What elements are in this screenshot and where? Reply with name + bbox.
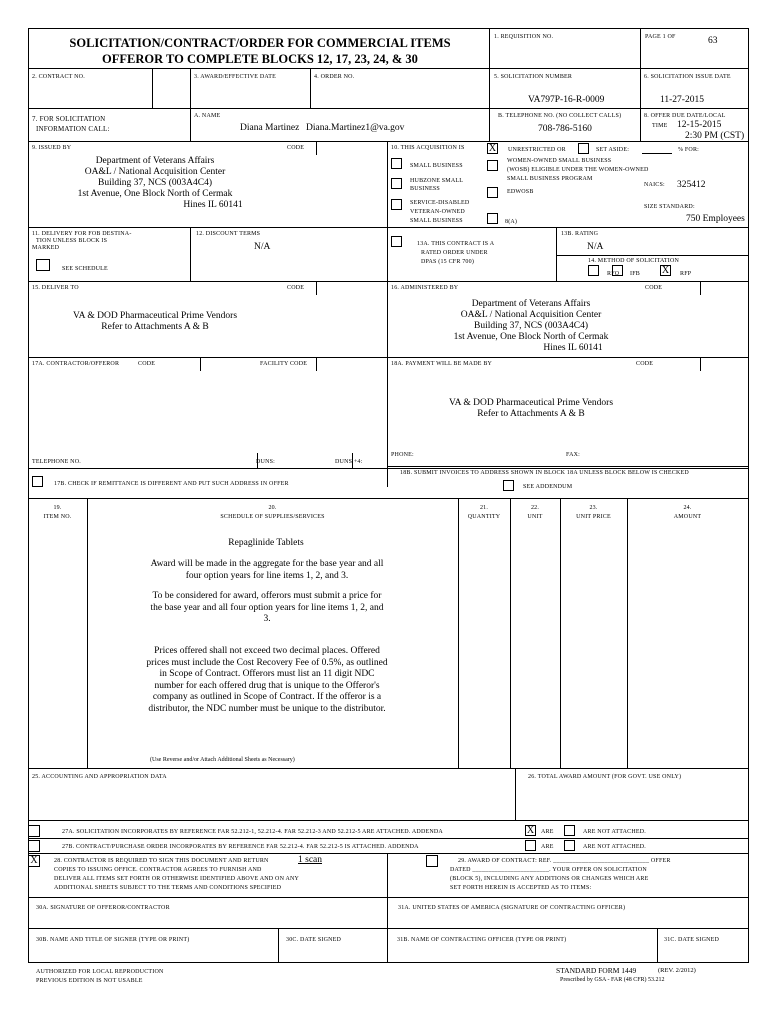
- col-schedule-label: SCHEDULE OF SUPPLIES/SERVICES: [220, 514, 325, 520]
- col-quantity-label: QUANTITY: [467, 514, 501, 520]
- address-line: Building 37, NCS (003A4C4): [473, 321, 588, 331]
- row27a-are-not-checkbox[interactable]: [564, 825, 575, 836]
- signer-name-label: 30B. NAME AND TITLE OF SIGNER (TYPE OR PRINT): [36, 937, 190, 943]
- unrestricted-label: UNRESTRICTED OR: [508, 147, 566, 153]
- order-no-label: 4. ORDER NO.: [314, 74, 355, 80]
- award-paragraph: Award will be made in the aggregate for the base year and all four option years for line items 1, 2, and 3.: [150, 559, 384, 581]
- payment-label: 18A. PAYMENT WILL BE MADE BY: [391, 361, 493, 367]
- wosb-label: WOMEN-OWNED SMALL BUSINESS: [507, 158, 612, 164]
- size-standard-label: SIZE STANDARD:: [644, 204, 695, 210]
- see-schedule-checkbox[interactable]: [36, 259, 50, 271]
- see-schedule-label: SEE SCHEDULE: [62, 266, 108, 272]
- row29-label-3: (BLOCK 5), INCLUDING ANY ADDITIONS OR CHANGES WHICH ARE: [450, 876, 649, 882]
- hubzone-label: HUBZONE SMALL: [410, 178, 464, 184]
- row27b-label: 27B. CONTRACT/PURCHASE ORDER INCORPORATES BY REFERENCE FAR 52.212-4. FAR 52.212-5 IS ATTACHED. ADDENDA: [62, 844, 419, 850]
- fob-label-2: TION UNLESS BLOCK IS: [36, 238, 108, 244]
- address-line: Hines IL 60141: [183, 200, 243, 210]
- row29-label-2: DATED ________________________. YOUR OFFER ON SOLICITATION: [450, 867, 647, 873]
- payment-code-label: CODE: [636, 361, 654, 367]
- solicitation-no-label: 5. SOLICITATION NUMBER: [494, 74, 573, 80]
- small-business-label: SMALL BUSINESS: [410, 163, 463, 169]
- form-title: SOLICITATION/CONTRACT/ORDER FOR COMMERCIAL ITEMS: [69, 36, 451, 50]
- requisition-label: 1. REQUISITION NO.: [494, 34, 554, 40]
- telephone-label: TELEPHONE NO.: [32, 459, 81, 465]
- method-label: 14. METHOD OF SOLICITATION: [588, 258, 680, 264]
- contact-email: Diana.Martinez1@va.gov: [306, 123, 405, 133]
- row27b-are-not: ARE NOT ATTACHED.: [583, 844, 646, 850]
- issued-by-code-label: CODE: [287, 145, 305, 151]
- edwosb-label: EDWOSB: [507, 189, 534, 195]
- col-item-no-label: ITEM NO.: [43, 514, 72, 520]
- address-line: Department of Veterans Affairs: [471, 299, 591, 309]
- admin-code-label: CODE: [645, 285, 663, 291]
- hubzone-checkbox[interactable]: [391, 178, 402, 189]
- sdvosb-label: SERVICE-DISABLED: [410, 200, 470, 206]
- row28-label-4: ADDITIONAL SHEETS SUBJECT TO THE TERMS AND CONDITIONS SPECIFIED: [54, 885, 282, 891]
- row27b-checkbox[interactable]: [28, 840, 40, 852]
- rating-value: N/A: [587, 242, 604, 252]
- col-amount-label: AMOUNT: [673, 514, 702, 520]
- col-unit-price-label: UNIT PRICE: [576, 514, 611, 520]
- payment-line: VA & DOD Pharmaceutical Prime Vendors: [448, 398, 614, 408]
- sdvosb-checkbox[interactable]: [391, 199, 402, 210]
- row28-label-2: COPIES TO ISSUING OFFICE. CONTRACTOR AGREES TO FURNISH AND: [54, 867, 262, 873]
- rfq-checkbox[interactable]: [588, 265, 599, 276]
- sdvosb-label-3: SMALL BUSINESS: [410, 218, 463, 224]
- col-unit: 22.: [530, 505, 540, 511]
- issued-by-label: 9. ISSUED BY: [32, 145, 72, 151]
- duns-label: DUNS:: [256, 459, 276, 465]
- see-addendum-checkbox[interactable]: [503, 480, 514, 491]
- signer-date-label: 30C. DATE SIGNED: [286, 937, 342, 943]
- rfq-label: RFQ: [607, 271, 620, 277]
- col-quantity: 21.: [479, 505, 489, 511]
- phone-label: B. TELEPHONE NO. (NO COLLECT CALLS): [498, 113, 622, 119]
- officer-date-label: 31C. DATE SIGNED: [664, 937, 720, 943]
- col-item-no: 19.: [53, 505, 62, 511]
- contractor-code-label: CODE: [138, 361, 156, 367]
- total-award-label: 26. TOTAL AWARD AMOUNT (FOR GOVT. USE ONLY): [528, 774, 682, 780]
- contact-name: Diana Martinez: [240, 123, 300, 133]
- set-aside-label: SET ASIDE:: [596, 147, 630, 153]
- standard-form-rev: (REV. 2/2012): [658, 967, 696, 974]
- authorized-note: AUTHORIZED FOR LOCAL REPRODUCTION: [36, 969, 164, 975]
- 8a-checkbox[interactable]: [487, 213, 498, 224]
- unrestricted-checkbox[interactable]: X: [488, 143, 497, 154]
- signature-offeror-label: 30A. SIGNATURE OF OFFEROR/CONTRACTOR: [36, 905, 170, 911]
- remittance-checkbox[interactable]: [32, 476, 43, 487]
- row27a-are: ARE: [541, 829, 554, 835]
- due-date-label: 8. OFFER DUE DATE/LOCAL: [644, 113, 726, 119]
- issue-date: 11-27-2015: [660, 95, 704, 105]
- info-call-label-2: INFORMATION CALL:: [36, 125, 110, 133]
- row29-label: 29. AWARD OF CONTRACT: REF. ______________________________ OFFER: [458, 858, 671, 864]
- reverse-note: (Use Reverse and/or Attach Additional Sheets as Necessary): [150, 757, 295, 763]
- award-date-label: 3. AWARD/EFFECTIVE DATE: [194, 74, 276, 80]
- rfp-checkbox[interactable]: X: [661, 265, 670, 276]
- edwosb-checkbox[interactable]: [487, 187, 498, 198]
- ifb-checkbox[interactable]: [612, 265, 623, 276]
- due-time-label: TIME: [652, 123, 668, 129]
- accounting-label: 25. ACCOUNTING AND APPROPRIATION DATA: [32, 774, 167, 780]
- page-label: PAGE 1 OF: [645, 34, 676, 40]
- standard-form-label: STANDARD FORM 1449: [556, 966, 637, 975]
- hubzone-label-2: BUSINESS: [410, 186, 440, 192]
- due-time: 2:30 PM (CST): [685, 131, 745, 141]
- payment-line: Refer to Attachments A & B: [477, 409, 585, 419]
- fob-label: 11. DELIVERY FOR FOB DESTINA-: [32, 231, 132, 237]
- solicitation-number: VA797P-16-R-0009: [528, 95, 605, 105]
- wosb-label-2: (WOSB) ELIGIBLE UNDER THE WOMEN-OWNED: [507, 167, 649, 173]
- contractor-label: 17A. CONTRACTOR/OFFEROR: [32, 361, 120, 367]
- address-line: Building 37, NCS (003A4C4): [97, 178, 212, 188]
- page-total: 63: [708, 36, 718, 46]
- row28-label: 28. CONTRACTOR IS REQUIRED TO SIGN THIS DOCUMENT AND RETURN: [54, 858, 269, 864]
- name-label: A. NAME: [194, 113, 221, 119]
- previous-edition-note: PREVIOUS EDITION IS NOT USABLE: [36, 978, 143, 984]
- row27a-label: 27A. SOLICITATION INCORPORATES BY REFERENCE FAR 52.212-1, 52.212-4. FAR 52.212-3 AND 52.212-5 ARE ATTACHED. ADDENDA: [62, 829, 443, 835]
- wosb-label-3: SMALL BUSINESS PROGRAM: [507, 176, 593, 182]
- see-addendum-label: SEE ADDENDUM: [523, 484, 573, 490]
- row27b-are: ARE: [541, 844, 554, 850]
- naics-code: 325412: [677, 180, 706, 190]
- small-business-checkbox[interactable]: [391, 158, 402, 169]
- due-date: 12-15-2015: [677, 120, 722, 130]
- row27b-are-not-checkbox[interactable]: [564, 840, 575, 851]
- issue-date-label: 6. SOLICITATION ISSUE DATE: [644, 74, 731, 80]
- ifb-label: IFB: [630, 271, 640, 277]
- item-title: Repaglinide Tablets: [228, 538, 304, 548]
- row28-label-3: DELIVER ALL ITEMS SET FORTH OR OTHERWISE IDENTIFIED ABOVE AND ON ANY: [54, 876, 300, 882]
- wosb-checkbox[interactable]: [487, 160, 498, 171]
- size-standard: 750 Employees: [686, 214, 745, 224]
- phone-label: PHONE:: [391, 452, 414, 458]
- duns4-label: DUNS +4:: [335, 459, 363, 465]
- rated-label: 13A. THIS CONTRACT IS A: [417, 241, 495, 247]
- rated-label-2: RATED ORDER UNDER: [421, 250, 488, 256]
- form-subtitle: OFFEROR TO COMPLETE BLOCKS 12, 17, 23, 24, & 30: [102, 52, 418, 66]
- address-line: Department of Veterans Affairs: [95, 156, 215, 166]
- officer-name-label: 31B. NAME OF CONTRACTING OFFICER (TYPE OR PRINT): [397, 937, 567, 943]
- naics-label: NAICS:: [644, 182, 665, 188]
- deliver-to-label: 15. DELIVER TO: [32, 285, 79, 291]
- row29-checkbox[interactable]: [426, 855, 438, 867]
- row27a-are-checkbox[interactable]: X: [526, 825, 535, 836]
- row29-label-4: SET FORTH HEREIN IS ACCEPTED AS TO ITEMS:: [450, 885, 592, 891]
- pricing-paragraph: To be considered for award, offerors must submit a price for the base year and all four option years for line items 1, 2, and 3.: [150, 591, 384, 624]
- prescribed-note: Prescribed by GSA - FAR (48 CFR) 53.212: [560, 977, 665, 983]
- fob-label-3: MARKED: [32, 245, 60, 251]
- rfp-label: RFP: [680, 271, 692, 277]
- info-call-label: 7. FOR SOLICITATION: [32, 115, 106, 123]
- rated-order-checkbox[interactable]: [391, 236, 402, 247]
- discount-terms: N/A: [254, 242, 271, 252]
- administered-by-label: 16. ADMINISTERED BY: [391, 285, 459, 291]
- row27a-checkbox[interactable]: [28, 825, 40, 837]
- deliver-line: Refer to Attachments A & B: [101, 322, 209, 332]
- 8a-label: 8(A): [505, 219, 518, 225]
- address-line: 1st Avenue, One Block North of Cermak: [453, 332, 609, 342]
- col-unit-label: UNIT: [527, 514, 543, 520]
- contact-phone: 708-786-5160: [538, 124, 592, 134]
- fax-label: FAX:: [566, 452, 581, 458]
- ndc-paragraph: Prices offered shall not exceed two decimal places. Offered prices must include the Cost Recovery Fee of 0.5%, as outlined in Scope of Contract. Offerors must list an 11 digit NDC number for each offered drug that is unique to the Offeror's company as outlined in Scope of Contract. If the offeror is a distributor, the NDC number must be unique to the distributor.: [146, 646, 388, 714]
- pct-for-label: % FOR:: [678, 147, 700, 153]
- row28-checkbox[interactable]: X: [28, 855, 40, 867]
- sdvosb-label-2: VETERAN-OWNED: [410, 209, 465, 215]
- signature-officer-label: 31A. UNITED STATES OF AMERICA (SIGNATURE OF CONTRACTING OFFICER): [398, 905, 626, 911]
- deliver-code-label: CODE: [287, 285, 305, 291]
- row27b-are-checkbox[interactable]: [525, 840, 536, 851]
- contract-no-label: 2. CONTRACT NO.: [32, 74, 85, 80]
- address-line: Hines IL 60141: [543, 343, 603, 353]
- address-line: OA&L / National Acquisition Center: [84, 167, 226, 177]
- rated-label-3: DPAS (15 CFR 700): [421, 259, 475, 265]
- col-schedule: 20.: [268, 505, 277, 511]
- acquisition-label: 10. THIS ACQUISITION IS: [391, 145, 465, 151]
- col-unit-price: 23.: [589, 505, 598, 511]
- discount-label: 12. DISCOUNT TERMS: [196, 231, 261, 237]
- address-line: OA&L / National Acquisition Center: [460, 310, 602, 320]
- set-aside-checkbox[interactable]: [578, 143, 589, 154]
- address-line: 1st Avenue, One Block North of Cermak: [77, 189, 233, 199]
- row27a-are-not: ARE NOT ATTACHED.: [583, 829, 646, 835]
- row28-copies: 1 scan: [298, 855, 323, 865]
- col-amount: 24.: [683, 505, 692, 511]
- invoice-label: 18B. SUBMIT INVOICES TO ADDRESS SHOWN IN BLOCK 18A UNLESS BLOCK BELOW IS CHECKED: [400, 470, 689, 476]
- rating-label: 13B. RATING: [561, 231, 599, 237]
- deliver-line: VA & DOD Pharmaceutical Prime Vendors: [72, 311, 238, 321]
- facility-code-label: FACILITY CODE: [260, 361, 308, 367]
- remittance-label: 17B. CHECK IF REMITTANCE IS DIFFERENT AND PUT SUCH ADDRESS IN OFFER: [54, 481, 289, 487]
